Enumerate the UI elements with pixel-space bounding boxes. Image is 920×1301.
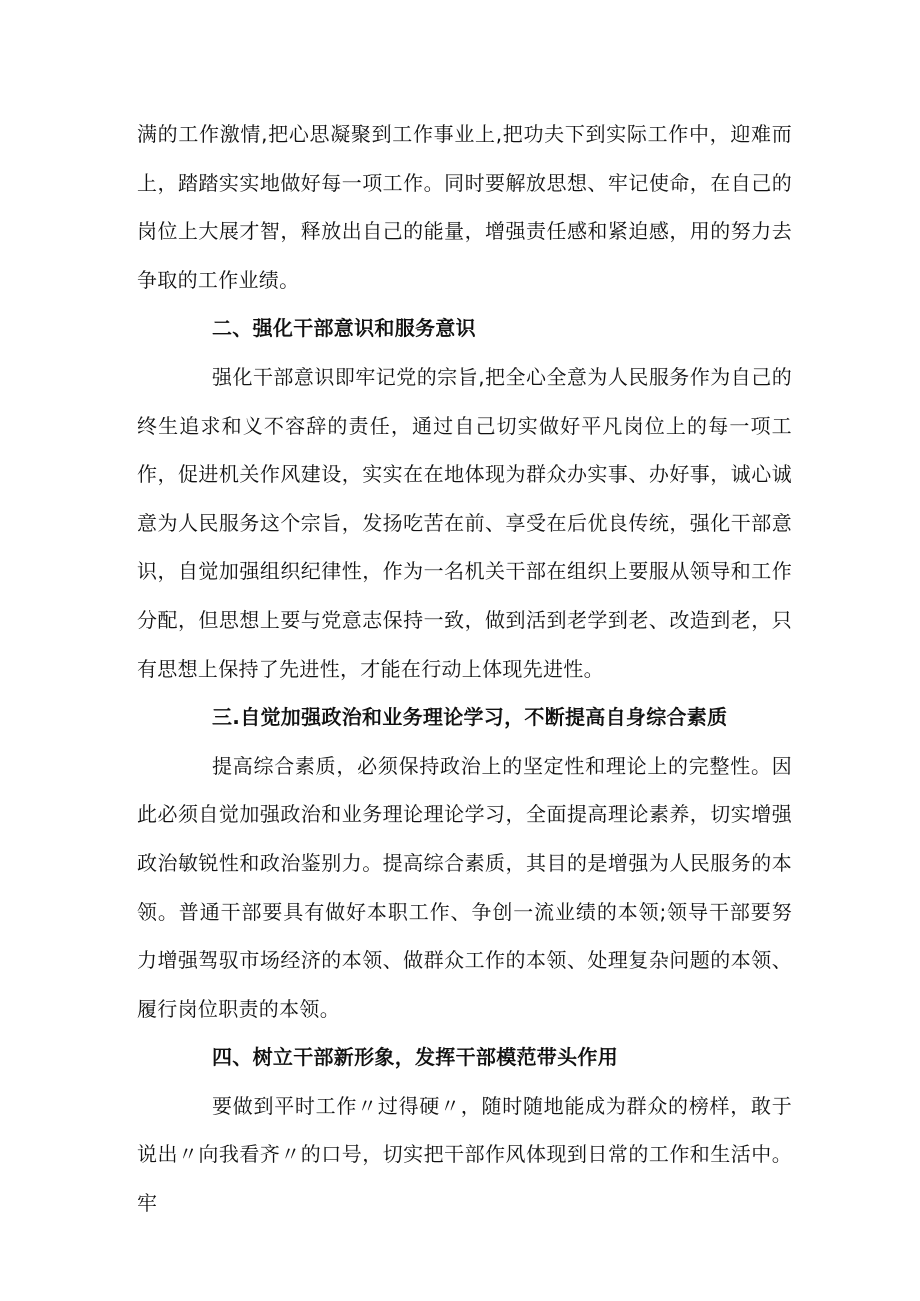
paragraph-4: 要做到平时工作〃过得硬〃，随时随地能成为群众的榜样，敢于说出〃向我看齐〃的口号，切实把干部作风体现到日常的工作和生活中。牢	[137, 1093, 792, 1216]
paragraph-1: 满的工作激情,把心思凝聚到工作事业上,把功夫下到实际工作中，迎难而上，踏踏实实地做好每一项工作。同时要解放思想、牢记使命，在自己的岗位上大展才智，释放出自己的能量，增强责任感和紧迫感，用的努力去争取的工作业绩。	[137, 122, 792, 292]
document-body	[137, 110, 792, 1228]
paragraph-2: 强化干部意识即牢记党的宗旨,把全心全意为人民服务作为自己的终生追求和义不容辞的责任，通过自己切实做好平凡岗位上的每一项工作，促进机关作风建设，实实在在地体现为群众办实事、办好事，诚心诚意为人民服务这个宗旨，发扬吃苦在前、享受在后优良传统，强化干部意识，自觉加强组织纪律性，作为一名机关干部在组织上要服从领导和工作分配，但思想上要与党意志保持一致，做到活到老学到老、改造到老，只有思想上保持了先进性，才能在行动上体现先进性。	[137, 364, 792, 681]
section-heading-3: 三.自觉加强政治和业务理论学习，不断提高自身综合素质	[212, 705, 728, 730]
paragraph-3: 提高综合素质，必须保持政治上的坚定性和理论上的完整性。因此必须自觉加强政治和业务理论理论学习，全面提高理论素养，切实增强政治敏锐性和政治鉴别力。提高综合素质，其目的是增强为人民服务的本领。普通干部要具有做好本职工作、争创一流业绩的本领;领导干部要努力增强驾驭市场经济的本领、做群众工作的本领、处理复杂问题的本领、履行岗位职责的本领。	[137, 753, 792, 1021]
section-heading-4: 四、树立干部新形象，发挥干部模范带头作用	[212, 1045, 618, 1070]
section-heading-2: 二、强化干部意识和服务意识	[212, 316, 476, 341]
